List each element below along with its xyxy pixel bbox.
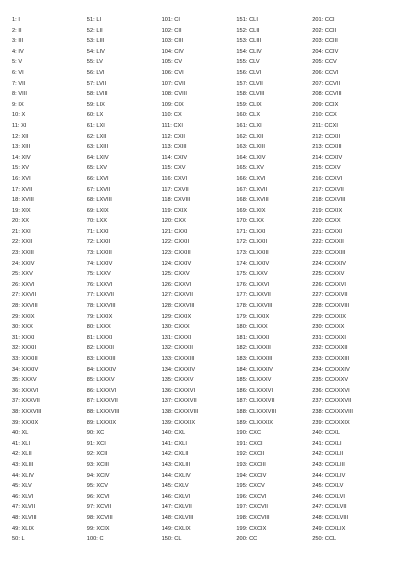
numeral-entry: 80: LXXX xyxy=(86,324,111,331)
numeral-entry: 115: CXV xyxy=(161,165,186,172)
numeral-entry: 175: CLXXV xyxy=(236,271,268,278)
numeral-entry: 154: CLIV xyxy=(236,48,262,55)
numeral-entry: 220: CCXX xyxy=(312,218,341,225)
numeral-entry: 32: XXXII xyxy=(12,345,37,352)
numeral-entry: 22: XXII xyxy=(12,239,33,246)
numeral-entry: 229: CCXXIX xyxy=(312,313,347,320)
numeral-column xyxy=(87,15,162,545)
numeral-entry: 12: XII xyxy=(12,133,29,140)
numeral-entry: 91: XCI xyxy=(86,440,106,447)
numeral-entry: 4: IV xyxy=(12,48,24,55)
numeral-entry: 77: LXXVII xyxy=(86,292,115,299)
numeral-entry: 84: LXXXIV xyxy=(86,366,117,373)
numeral-entry: 170: CLXX xyxy=(236,218,264,225)
numeral-entry: 237: CCXXXVII xyxy=(312,398,352,405)
numeral-entry: 49: XLIX xyxy=(12,525,34,532)
numeral-entry: 117: CXVII xyxy=(161,186,189,193)
numeral-entry: 130: CXXX xyxy=(161,324,190,331)
numeral-entry: 73: LXXIII xyxy=(86,250,112,257)
numeral-entry: 99: XCIX xyxy=(86,525,110,532)
numeral-entry: 105: CV xyxy=(161,59,183,66)
numeral-entry: 186: CLXXXVI xyxy=(236,387,274,394)
numeral-entry: 68: LXVIII xyxy=(86,197,112,204)
numeral-entry: 7: VII xyxy=(12,80,26,87)
numeral-entry: 51: LI xyxy=(86,17,102,23)
numeral-entry: 108: CVIII xyxy=(161,91,187,98)
numeral-entry: 106: CVI xyxy=(161,69,184,76)
numeral-entry: 159: CLIX xyxy=(236,101,262,108)
numeral-entry: 209: CCIX xyxy=(312,101,339,108)
numeral-entry: 93: XCIII xyxy=(86,461,110,468)
numeral-entry: 23: XXIII xyxy=(12,250,34,257)
numeral-entry: 247: CCXLVII xyxy=(312,504,347,511)
numeral-entry: 221: CCXXI xyxy=(312,228,343,235)
numeral-entry: 214: CCXIV xyxy=(312,154,343,161)
numeral-entry: 219: CCXIX xyxy=(312,207,343,214)
numeral-entry: 21: XXI xyxy=(12,228,31,235)
numeral-entry: 31: XXXI xyxy=(12,334,35,341)
numeral-entry: 42: XLII xyxy=(12,451,32,458)
numeral-entry: 89: LXXXIX xyxy=(86,419,117,426)
numeral-entry: 166: CLXVI xyxy=(236,175,266,182)
numeral-entry: 194: CXCIV xyxy=(236,472,267,479)
numeral-entry: 88: LXXXVIII xyxy=(86,408,120,415)
numeral-entry: 82: LXXXII xyxy=(86,345,115,352)
numeral-entry: 217: CCXVII xyxy=(312,186,344,193)
numeral-entry: 5: V xyxy=(12,59,23,66)
numeral-entry: 148: CXLVIII xyxy=(161,514,194,521)
numeral-entry: 179: CLXXIX xyxy=(236,313,270,320)
numeral-entry: 87: LXXXVII xyxy=(86,398,118,405)
numeral-entry: 243: CCXLIII xyxy=(312,461,345,468)
numeral-entry: 58: LVIII xyxy=(86,91,108,98)
numeral-entry: 197: CXCVII xyxy=(236,504,269,511)
numeral-entry: 177: CLXXVII xyxy=(236,292,271,299)
numeral-entry: 249: CCXLIX xyxy=(312,525,346,532)
numeral-entry: 224: CCXXIV xyxy=(312,260,347,267)
numeral-entry: 144: CXLIV xyxy=(161,472,191,479)
numeral-entry: 161: CLXI xyxy=(236,122,262,129)
numeral-entry: 60: LX xyxy=(86,112,104,119)
numeral-entry: 63: LXIII xyxy=(86,144,109,151)
numeral-entry: 211: CCXI xyxy=(312,122,339,129)
numeral-table xyxy=(12,15,392,545)
numeral-column xyxy=(162,15,237,545)
numeral-entry: 152: CLII xyxy=(236,27,260,34)
numeral-entry: 39: XXXIX xyxy=(12,419,39,426)
numeral-entry: 204: CCIV xyxy=(312,48,339,55)
numeral-entry: 187: CLXXXVII xyxy=(236,398,275,405)
numeral-entry: 225: CCXXV xyxy=(312,271,345,278)
numeral-entry: 124: CXXIV xyxy=(161,260,192,267)
numeral-entry: 195: CXCV xyxy=(236,483,265,490)
numeral-entry: 98: XCVIII xyxy=(86,514,113,521)
numeral-entry: 55: LV xyxy=(86,59,103,66)
numeral-entry: 162: CLXII xyxy=(236,133,264,140)
numeral-entry: 153: CLIII xyxy=(236,38,262,45)
numeral-entry: 157: CLVII xyxy=(236,80,263,87)
numeral-entry: 250: CCL xyxy=(312,536,337,543)
numeral-entry: 50: L xyxy=(12,536,25,543)
numeral-entry: 53: LIII xyxy=(86,38,105,45)
numeral-column xyxy=(236,15,312,545)
numeral-entry: 147: CXLVII xyxy=(161,504,192,511)
numeral-entry: 244: CCXLIV xyxy=(312,472,346,479)
numeral-entry: 81: LXXXI xyxy=(86,334,113,341)
numeral-entry: 38: XXXVIII xyxy=(12,408,42,415)
numeral-entry: 125: CXXV xyxy=(161,271,190,278)
numeral-entry: 226: CCXXVI xyxy=(312,281,347,288)
numeral-entry: 201: CCI xyxy=(312,17,335,23)
numeral-entry: 196: CXCVI xyxy=(236,493,267,500)
numeral-entry: 227: CCXXVII xyxy=(312,292,348,299)
numeral-entry: 24: XXIV xyxy=(12,260,35,267)
numeral-entry: 169: CLXIX xyxy=(236,207,266,214)
numeral-entry: 189: CLXXXIX xyxy=(236,419,274,426)
numeral-entry: 10: X xyxy=(12,112,26,119)
numeral-entry: 242: CCXLII xyxy=(312,451,344,458)
numeral-entry: 35: XXXV xyxy=(12,377,37,384)
numeral-entry: 248: CCXLVIII xyxy=(312,514,349,521)
numeral-entry: 142: CXLII xyxy=(161,451,189,458)
numeral-entry: 95: XCV xyxy=(86,483,108,490)
numeral-entry: 27: XXVII xyxy=(12,292,37,299)
numeral-entry: 134: CXXXIV xyxy=(161,366,196,373)
numeral-entry: 145: CXLV xyxy=(161,483,189,490)
numeral-entry: 113: CXIII xyxy=(161,144,187,151)
numeral-entry: 238: CCXXXVIII xyxy=(312,408,353,415)
numeral-entry: 232: CCXXXII xyxy=(312,345,348,352)
numeral-entry: 216: CCXVI xyxy=(312,175,343,182)
numeral-entry: 150: CL xyxy=(161,536,182,543)
numeral-entry: 235: CCXXXV xyxy=(312,377,349,384)
numeral-entry: 101: CI xyxy=(161,17,180,23)
numeral-entry: 76: LXXVI xyxy=(86,281,113,288)
numeral-entry: 198: CXCVIII xyxy=(236,514,270,521)
numeral-entry: 9: IX xyxy=(12,101,24,108)
numeral-entry: 178: CLXXVIII xyxy=(236,303,273,310)
numeral-entry: 96: XCVI xyxy=(86,493,110,500)
numeral-entry: 90: XC xyxy=(86,430,105,437)
numeral-entry: 20: XX xyxy=(12,218,30,225)
numeral-entry: 234: CCXXXIV xyxy=(312,366,350,373)
numeral-entry: 236: CCXXXVI xyxy=(312,387,350,394)
numeral-entry: 230: CCXXX xyxy=(312,324,345,331)
numeral-entry: 102: CII xyxy=(161,27,182,34)
numeral-entry: 212: CCXII xyxy=(312,133,341,140)
numeral-entry: 218: CCXVIII xyxy=(312,197,346,204)
numeral-entry: 192: CXCII xyxy=(236,451,265,458)
numeral-entry: 85: LXXXV xyxy=(86,377,115,384)
numeral-entry: 239: CCXXXIX xyxy=(312,419,350,426)
numeral-column xyxy=(12,15,87,545)
numeral-entry: 141: CXLI xyxy=(161,440,187,447)
numeral-entry: 222: CCXXII xyxy=(312,239,344,246)
numeral-entry: 223: CCXXIII xyxy=(312,250,346,257)
numeral-entry: 119: CXIX xyxy=(161,207,188,214)
numeral-entry: 19: XIX xyxy=(12,207,31,214)
numeral-entry: 228: CCXXVIII xyxy=(312,303,350,310)
numeral-entry: 206: CCVI xyxy=(312,69,339,76)
numeral-entry: 215: CCXV xyxy=(312,165,341,172)
numeral-entry: 79: LXXIX xyxy=(86,313,113,320)
numeral-entry: 109: CIX xyxy=(161,101,184,108)
numeral-entry: 29: XXIX xyxy=(12,313,35,320)
numeral-entry: 72: LXXII xyxy=(86,239,111,246)
numeral-entry: 128: CXXVIII xyxy=(161,303,195,310)
numeral-entry: 143: CXLIII xyxy=(161,461,191,468)
numeral-entry: 127: CXXVII xyxy=(161,292,193,299)
numeral-entry: 25: XXV xyxy=(12,271,33,278)
numeral-entry: 86: LXXXVI xyxy=(86,387,117,394)
numeral-entry: 164: CLXIV xyxy=(236,154,266,161)
numeral-entry: 94: XCIV xyxy=(86,472,110,479)
numeral-entry: 165: CLXV xyxy=(236,165,264,172)
numeral-entry: 231: CCXXXI xyxy=(312,334,347,341)
numeral-entry: 155: CLV xyxy=(236,59,260,66)
numeral-entry: 167: CLXVII xyxy=(236,186,268,193)
numeral-entry: 26: XXVI xyxy=(12,281,35,288)
numeral-entry: 193: CXCIII xyxy=(236,461,266,468)
numeral-entry: 160: CLX xyxy=(236,112,261,119)
numeral-entry: 46: XLVI xyxy=(12,493,34,500)
numeral-entry: 44: XLIV xyxy=(12,472,34,479)
numeral-entry: 213: CCXIII xyxy=(312,144,342,151)
numeral-entry: 70: LXX xyxy=(86,218,108,225)
numeral-entry: 191: CXCI xyxy=(236,440,263,447)
numeral-column xyxy=(312,15,392,545)
numeral-entry: 103: CIII xyxy=(161,38,184,45)
numeral-entry: 37: XXXVII xyxy=(12,398,40,405)
numeral-entry: 64: LXIV xyxy=(86,154,109,161)
numeral-entry: 171: CLXXI xyxy=(236,228,266,235)
numeral-entry: 40: XL xyxy=(12,430,29,437)
numeral-entry: 131: CXXXI xyxy=(161,334,192,341)
numeral-entry: 200: CC xyxy=(236,536,258,543)
numeral-entry: 1: I xyxy=(12,17,20,23)
numeral-entry: 133: CXXXIII xyxy=(161,356,195,362)
numeral-entry: 118: CXVIII xyxy=(161,197,191,204)
numeral-entry: 75: LXXV xyxy=(86,271,111,278)
numeral-entry: 97: XCVII xyxy=(86,504,112,511)
numeral-entry: 54: LIV xyxy=(86,48,105,55)
numeral-entry: 116: CXVI xyxy=(161,175,188,182)
numeral-entry: 126: CXXVI xyxy=(161,281,192,288)
numeral-entry: 13: XIII xyxy=(12,144,31,151)
numeral-entry: 3: III xyxy=(12,38,24,45)
numeral-entry: 202: CCII xyxy=(312,27,337,34)
numeral-entry: 135: CXXXV xyxy=(161,377,194,384)
numeral-entry: 92: XCII xyxy=(86,451,108,458)
numeral-entry: 33: XXXIII xyxy=(12,356,38,362)
numeral-entry: 45: XLV xyxy=(12,483,32,490)
numeral-entry: 123: CXXIII xyxy=(161,250,191,257)
numeral-entry: 129: CXXIX xyxy=(161,313,192,320)
numeral-entry: 100: C xyxy=(86,536,104,543)
numeral-entry: 173: CLXXIII xyxy=(236,250,269,257)
numeral-entry: 132: CXXXII xyxy=(161,345,193,352)
numeral-entry: 78: LXXVIII xyxy=(86,303,116,310)
numeral-entry: 107: CVII xyxy=(161,80,186,87)
numeral-entry: 241: CCXLI xyxy=(312,440,342,447)
numeral-entry: 137: CXXXVII xyxy=(161,398,197,405)
numeral-entry: 61: LXI xyxy=(86,122,105,129)
numeral-entry: 6: VI xyxy=(12,69,24,76)
numeral-entry: 172: CLXXII xyxy=(236,239,268,246)
numeral-entry: 163: CLXIII xyxy=(236,144,265,151)
numeral-entry: 136: CXXXVI xyxy=(161,387,196,394)
numeral-entry: 17: XVII xyxy=(12,186,33,193)
numeral-entry: 181: CLXXXI xyxy=(236,334,270,341)
numeral-entry: 56: LVI xyxy=(86,69,105,76)
numeral-entry: 138: CXXXVIII xyxy=(161,408,199,415)
numeral-entry: 34: XXXIV xyxy=(12,366,39,373)
numeral-entry: 62: LXII xyxy=(86,133,107,140)
numeral-entry: 59: LIX xyxy=(86,101,105,108)
numeral-entry: 151: CLI xyxy=(236,17,258,23)
numeral-entry: 69: LXIX xyxy=(86,207,109,214)
numeral-entry: 139: CXXXIX xyxy=(161,419,196,426)
numeral-entry: 174: CLXXIV xyxy=(236,260,270,267)
numeral-entry: 28: XXVIII xyxy=(12,303,38,310)
numeral-entry: 110: CX xyxy=(161,112,182,119)
numeral-entry: 205: CCV xyxy=(312,59,337,66)
numeral-entry: 114: CXIV xyxy=(161,154,188,161)
numeral-entry: 188: CLXXXVIII xyxy=(236,408,277,415)
numeral-entry: 149: CXLIX xyxy=(161,525,191,532)
numeral-entry: 111: CXI xyxy=(161,122,183,129)
numeral-entry: 146: CXLVI xyxy=(161,493,191,500)
numeral-entry: 36: XXXVI xyxy=(12,387,39,394)
numeral-entry: 48: XLVIII xyxy=(12,514,37,521)
numeral-entry: 66: LXVI xyxy=(86,175,109,182)
numeral-entry: 190: CXC xyxy=(236,430,262,437)
numeral-entry: 104: CIV xyxy=(161,48,184,55)
numeral-entry: 185: CLXXXV xyxy=(236,377,272,384)
numeral-entry: 15: XV xyxy=(12,165,30,172)
numeral-entry: 208: CCVIII xyxy=(312,91,342,98)
numeral-entry: 184: CLXXXIV xyxy=(236,366,274,373)
numeral-entry: 240: CCXL xyxy=(312,430,340,437)
numeral-entry: 120: CXX xyxy=(161,218,186,225)
numeral-entry: 71: LXXI xyxy=(86,228,109,235)
numeral-entry: 2: II xyxy=(12,27,22,34)
numeral-entry: 203: CCIII xyxy=(312,38,338,45)
numeral-entry: 57: LVII xyxy=(86,80,107,87)
numeral-entry: 183: CLXXXIII xyxy=(236,356,273,362)
numeral-entry: 180: CLXXX xyxy=(236,324,268,331)
numeral-entry: 41: XLI xyxy=(12,440,31,447)
numeral-entry: 8: VIII xyxy=(12,91,27,98)
numeral-entry: 18: XVIII xyxy=(12,197,34,204)
numeral-entry: 67: LXVII xyxy=(86,186,111,193)
numeral-entry: 158: CLVIII xyxy=(236,91,265,98)
numeral-entry: 74: LXXIV xyxy=(86,260,113,267)
numeral-entry: 121: CXXI xyxy=(161,228,188,235)
numeral-entry: 65: LXV xyxy=(86,165,108,172)
numeral-entry: 182: CLXXXII xyxy=(236,345,271,352)
numeral-entry: 11: XI xyxy=(12,122,27,129)
numeral-entry: 210: CCX xyxy=(312,112,337,119)
numeral-entry: 168: CLXVIII xyxy=(236,197,269,204)
numeral-entry: 43: XLIII xyxy=(12,461,34,468)
numeral-entry: 112: CXII xyxy=(161,133,185,140)
numeral-entry: 52: LII xyxy=(86,27,103,34)
numeral-entry: 245: CCXLV xyxy=(312,483,344,490)
numeral-entry: 83: LXXXIII xyxy=(86,356,116,362)
numeral-entry: 176: CLXXVI xyxy=(236,281,270,288)
numeral-entry: 207: CCVII xyxy=(312,80,341,87)
numeral-entry: 122: CXXII xyxy=(161,239,190,246)
numeral-entry: 156: CLVI xyxy=(236,69,262,76)
numeral-entry: 233: CCXXXIII xyxy=(312,356,350,362)
numeral-entry: 140: CXL xyxy=(161,430,186,437)
numeral-entry: 199: CXCIX xyxy=(236,525,267,532)
numeral-entry: 14: XIV xyxy=(12,154,31,161)
numeral-entry: 246: CCXLVI xyxy=(312,493,345,500)
numeral-entry: 30: XXX xyxy=(12,324,33,331)
numeral-entry: 16: XVI xyxy=(12,175,31,182)
numeral-entry: 47: XLVII xyxy=(12,504,36,511)
